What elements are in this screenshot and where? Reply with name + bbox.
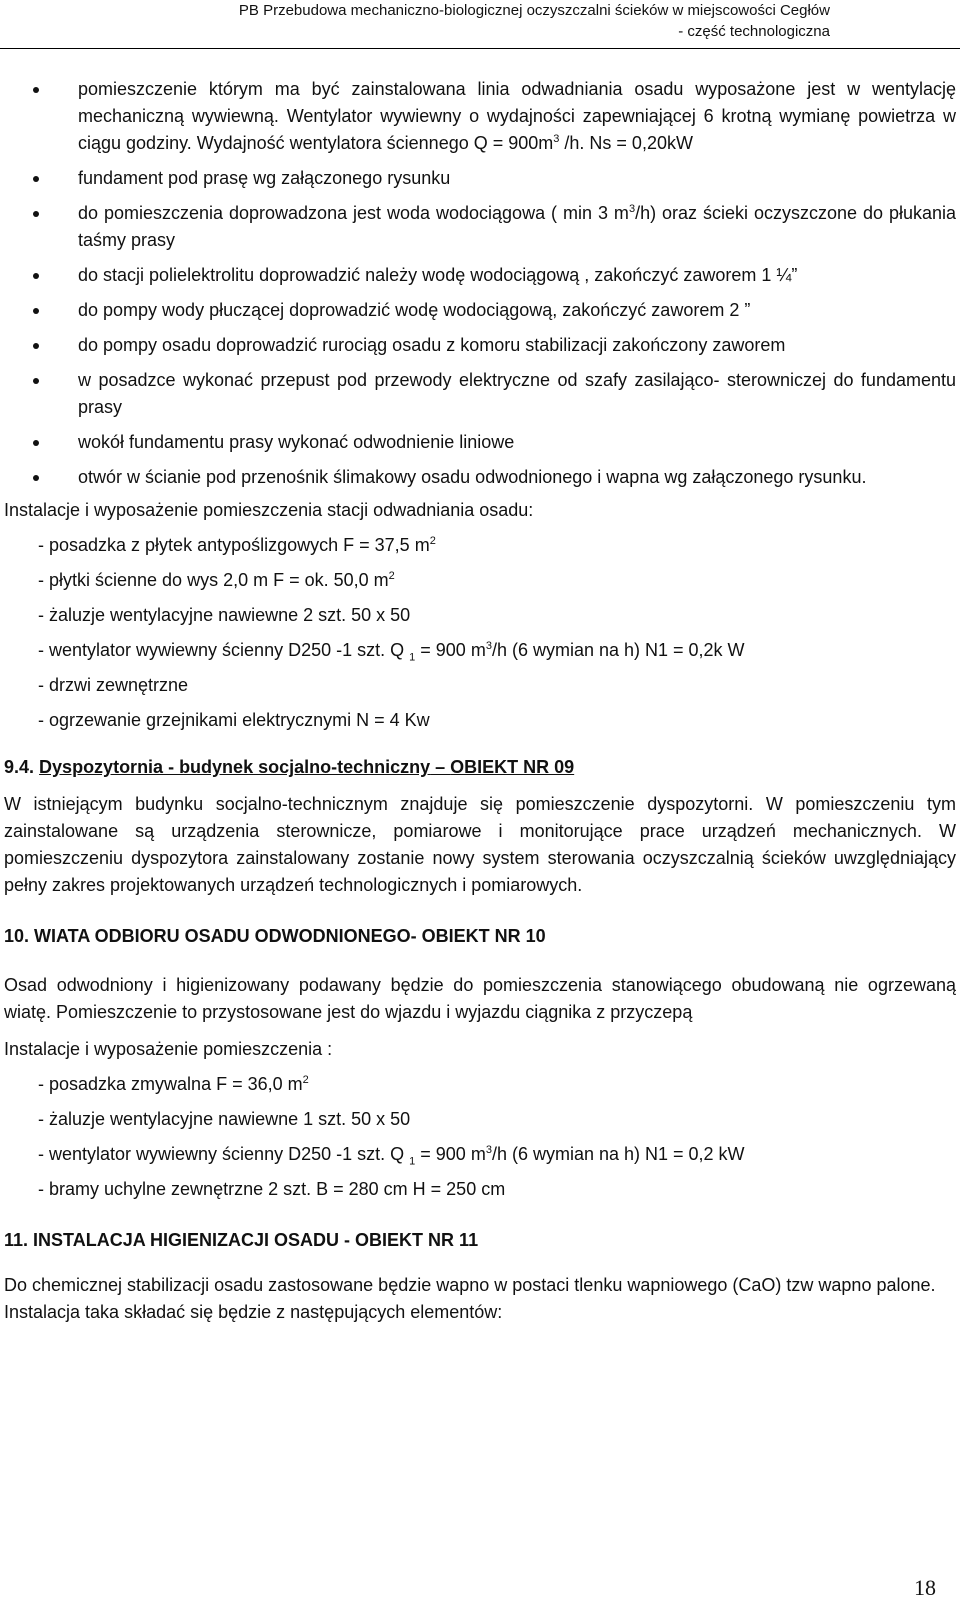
list-item: - wentylator wywiewny ścienny D250 -1 szt. Q $_1$ = 900 $m^3/h$ (6 wymian na h) N1 = 0,2 kW xyxy=(38,1144,745,1168)
section-9-4-body: W istniejącym budynku socjalno-technicznym znajduje się pomieszczenie dyspozytorni. W pomieszczeniu tym zainstalowane są urządzenia sterownicze, pomiarowe i monitorujące prace urządzeń mechanicznych. W pomieszczeniu dyspozytora zainstalowany zostanie nowy system sterowania oczyszczalnią ścieków uwzględniający pełny zakres projektowanych urządzeń technologicznych i pomiarowych. xyxy=(4,794,956,895)
section-10-equipment-list xyxy=(4,1071,956,1203)
list-item: otwór w ścianie pod przenośnik ślimakowy osadu odwodnionego i wapna wg załączonego rysunku. xyxy=(4,464,956,491)
list-item: - ogrzewanie grzejnikami elektrycznymi N = 4 Kw xyxy=(38,710,430,730)
bullet-icon xyxy=(33,308,39,314)
bullet-list xyxy=(4,76,956,491)
section-10-intro: Instalacje i wyposażenie pomieszczenia : xyxy=(4,1039,333,1059)
list-item: fundament pod prasę wg załączonego rysunku xyxy=(4,165,956,192)
list-item: - żaluzje wentylacyjne nawiewne 1 szt. 50 x 50 xyxy=(38,1109,411,1129)
list-item: do pomieszczenia doprowadzona jest woda wodociągowa ( min 3 $m^3/h$) oraz ścieki oczyszczone do płukania taśmy prasy xyxy=(4,200,956,254)
bullet-icon xyxy=(33,211,39,217)
list-item: - wentylator wywiewny ścienny D250 -1 szt. Q $_1$ = 900 $m^3/h$ (6 wymian na h) N1 = 0,2k W xyxy=(38,640,745,664)
list-item: do stacji polielektrolitu doprowadzić należy wodę wodociągową , zakończyć zaworem 1 ¼” xyxy=(4,262,956,289)
list-item: - posadzka z płytek antypoślizgowych F = 37,5 $m^2$ xyxy=(38,535,436,555)
section-10-body: Osad odwodniony i higienizowany podawany będzie do pomieszczenia stanowiącego obudowaną nie ogrzewaną wiatę. Pomieszczenie to przystosowane jest do wjazdu i wyjazdu ciągnika z przyczepą xyxy=(4,975,956,1022)
page-number: 18 xyxy=(914,1575,936,1600)
list-item: - żaluzje wentylacyjne nawiewne 2 szt. 50 x 50 xyxy=(38,605,411,625)
section-11-heading: 11. INSTALACJA HIGIENIZACJI OSADU - OBIEKT NR 11 xyxy=(4,1230,479,1250)
header-subtitle: - część technologiczna xyxy=(678,23,830,40)
bullet-icon xyxy=(33,343,39,349)
list-item: - posadzka zmywalna F = 36,0 $m^2$ xyxy=(38,1074,309,1094)
list-item: do pompy wody płuczącej doprowadzić wodę wodociągową, zakończyć zaworem 2 ” xyxy=(4,297,956,324)
list-item: wokół fundamentu prasy wykonać odwodnienie liniowe xyxy=(4,429,956,456)
stacja-intro: Instalacje i wyposażenie pomieszczenia stacji odwadniania osadu: xyxy=(4,500,534,520)
bullet-icon xyxy=(33,273,39,279)
section-9-4-heading: 9.4. Dyspozytornia - budynek socjalno-techniczny – OBIEKT NR 09 xyxy=(4,757,575,777)
bullet-icon xyxy=(33,87,39,93)
header-rule xyxy=(0,48,960,49)
list-item: - płytki ścienne do wys 2,0 m F = ok. 50,0 $m^2$ xyxy=(38,570,395,590)
list-item: do pompy osadu doprowadzić rurociąg osadu z komoru stabilizacji zakończony zaworem xyxy=(4,332,956,359)
bullet-icon xyxy=(33,378,39,384)
list-item: pomieszczenie którym ma być zainstalowana linia odwadniania osadu wyposażone jest w wentylację mechaniczną wywiewną. Wentylator wywiewny o wydajności zapewniającej 6 krotną wymianę powietrza w ciągu godziny. Wydajność wentylatora ściennego $Q = 900m^3$ /h. Ns = 0,20kW xyxy=(4,76,956,157)
section-11-body: Do chemicznej stabilizacji osadu zastosowane będzie wapno w postaci tlenku wapniowego (CaO) tzw wapno palone. xyxy=(4,1275,936,1295)
bullet-icon xyxy=(33,440,39,446)
list-item: - bramy uchylne zewnętrzne 2 szt. B = 280 cm H = 250 cm xyxy=(38,1179,506,1199)
list-item: - drzwi zewnętrzne xyxy=(38,675,189,695)
bullet-icon xyxy=(33,176,39,182)
header-title: PB Przebudowa mechaniczno-biologicznej oczyszczalni ścieków w miejscowości Cegłów xyxy=(238,2,830,19)
list-item: w posadzce wykonać przepust pod przewody elektryczne od szafy zasilająco- sterowniczej do fundamentu prasy xyxy=(4,367,956,421)
bullet-icon xyxy=(33,475,39,481)
stacja-equipment-list xyxy=(4,532,956,734)
document-body xyxy=(4,76,956,1326)
page-header xyxy=(0,0,960,42)
section-11-body-2: Instalacja taka składać się będzie z następujących elementów: xyxy=(4,1302,503,1322)
section-10-heading: 10. WIATA ODBIORU OSADU ODWODNIONEGO- OBIEKT NR 10 xyxy=(4,926,546,946)
